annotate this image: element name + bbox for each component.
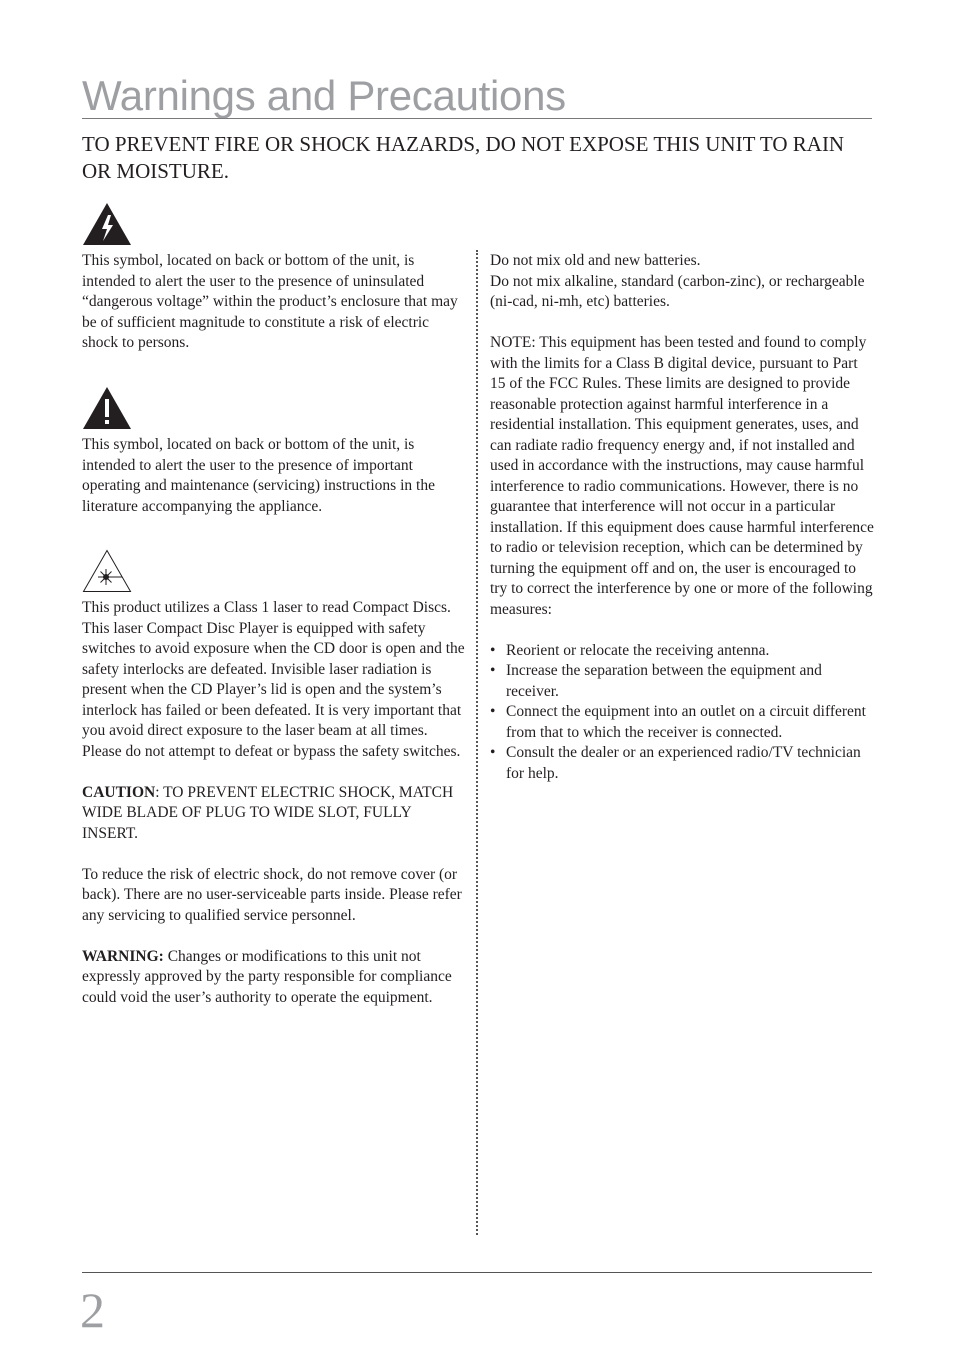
cover-text: To reduce the risk of electric shock, do not remove cover (or back). There are no user-serviceable parts inside. Please refer any servicing to qualified service personnel.: [82, 865, 462, 924]
laser-text: This product utilizes a Class 1 laser to read Compact Discs. This laser Compact Disc Player is equipped with safety switches to avoid exposure when the CD door is open and the safety interlocks are defeated. Invisible laser radiation is present when the CD Player’s lid is open and the system’s interlock has failed or been defeated. It is very important that you avoid direct exposure to the laser beam at all times. Please do not attempt to defeat or bypass the safety switches.: [82, 599, 465, 760]
voltage-symbol-description: [82, 251, 467, 354]
warning-text: Changes or modifications to this unit not expressly approved by the party responsible for compliance could void the user’s authority to operate the equipment.: [82, 947, 452, 1006]
fcc-section: [490, 251, 875, 784]
page-number: 2: [80, 1282, 105, 1338]
attention-symbol-description: [82, 435, 467, 517]
caution-text: : TO PREVENT ELECTRIC SHOCK, MATCH WIDE BLADE OF PLUG TO WIDE SLOT, FULLY INSERT.: [82, 783, 454, 842]
lightning-warning-icon: [82, 202, 132, 246]
column-divider: [476, 250, 478, 1235]
list-item: • Increase the separation between the equipment and receiver.: [490, 661, 875, 702]
caution-paragraph: [82, 783, 467, 845]
batteries-text-1: Do not mix old and new batteries.: [490, 252, 701, 269]
caution-label: CAUTION: [82, 783, 156, 801]
list-item: • Consult the dealer or an experienced radio/TV technician for help.: [490, 743, 875, 784]
exclamation-warning-icon: [82, 386, 132, 430]
title-rule: [82, 118, 872, 119]
warning-label: WARNING:: [82, 947, 164, 965]
attention-text: This symbol, located on back or bottom of the unit, is intended to alert the user to the presence of important operating and maintenance (servicing) instructions in the literature accompanying the appliance.: [82, 436, 435, 515]
warning-paragraph: [82, 947, 467, 1009]
fcc-note-text: NOTE: This equipment has been tested and found to comply with the limits for a Class B digital device, pursuant to Part 15 of the FCC Rules. These limits are designed to provide reasonable protection against harmful interference in a residential installation. This equipment generates, uses, and can radiate radio frequency energy and, if not installed and used in accordance with the instructions, may cause harmful interference to radio communications. However, there is no guarantee that interference will not occur in a particular installation. If this equipment does cause harmful interference to radio or television reception, which can be determined by turning the equipment off and on, the user is encouraged to try to correct the interference by one or more of the following measures:: [490, 334, 874, 618]
page-title: Warnings and Precautions: [82, 72, 566, 119]
measures-list: [490, 641, 875, 785]
list-item: • Reorient or relocate the receiving antenna.: [490, 641, 875, 662]
list-item: • Connect the equipment into an outlet on a circuit different from that to which the receiver is connected.: [490, 702, 875, 743]
footer-rule: [82, 1272, 872, 1273]
laser-warning-icon: [82, 549, 132, 593]
batteries-text-2: Do not mix alkaline, standard (carbon-zinc), or rechargeable (ni-cad, ni-mh, etc) batteries.: [490, 272, 865, 310]
laser-section: [82, 598, 467, 1008]
voltage-text: This symbol, located on back or bottom of the unit, is intended to alert the user to the presence of uninsulated “dangerous voltage” within the product’s enclosure that may be of sufficient magnitude to constitute a risk of electric shock to persons.: [82, 252, 458, 351]
hazard-subtitle: TO PREVENT FIRE OR SHOCK HAZARDS, DO NOT EXPOSE THIS UNIT TO RAIN OR MOISTURE.: [82, 132, 845, 183]
